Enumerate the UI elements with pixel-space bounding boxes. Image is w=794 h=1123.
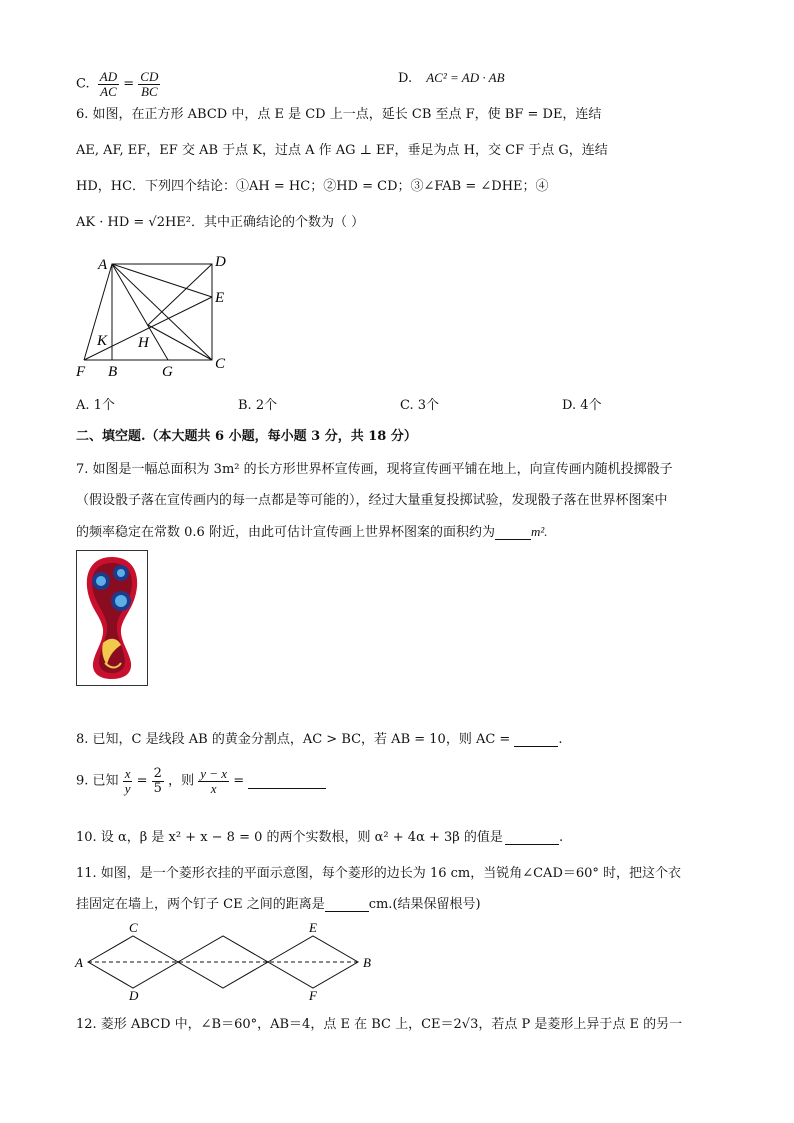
q6-square-figure xyxy=(70,250,240,380)
section-2-heading: 二、填空题.（本大题共 6 小题，每小题 3 分，共 18 分） xyxy=(76,429,417,444)
fraction-y-minus-x-over-x xyxy=(198,767,229,795)
q12-line-1: 12. 菱形 ABCD 中，∠B＝60°，AB＝4，点 E 在 BC 上，CE＝2√3，若点 P 是菱形上异于点 E 的另一 xyxy=(76,1017,683,1032)
q11-line-1: 11. 如图，是一个菱形衣挂的平面示意图，每个菱形的边长为 16 cm，当锐角∠CAD＝60° 时，把这个衣 xyxy=(76,866,682,881)
equals-sign: = xyxy=(233,773,245,789)
label-k: K xyxy=(97,333,108,349)
q11-rhombus-hanger-figure xyxy=(72,920,382,1002)
label-a: A xyxy=(75,955,83,970)
label-d: D xyxy=(215,254,226,270)
numerator: AD xyxy=(99,69,118,84)
numerator: x xyxy=(124,766,131,781)
q7-line-1: 7. 如图是一幅总面积为 3m² 的长方形世界杯宣传画，现将宣传画平铺在地上，向宣传画内随机投掷骰子 xyxy=(76,462,673,477)
q6-option-a: A. 1个 xyxy=(76,398,115,413)
label-g: G xyxy=(162,364,173,380)
q6-option-d: D. 4个 xyxy=(562,398,602,413)
q11-line-2 xyxy=(76,898,481,912)
answer-blank xyxy=(505,831,559,845)
fraction-x-over-y xyxy=(123,767,133,795)
option-label: D. xyxy=(398,71,413,86)
label-c: C xyxy=(215,356,226,372)
denominator: AC xyxy=(100,83,117,99)
q9-prefix: 9. 已知 xyxy=(76,773,119,789)
numerator: y − x xyxy=(200,766,228,781)
label-b: B xyxy=(108,364,118,380)
label-h: H xyxy=(138,335,149,351)
q6-line-3: HD，HC．下列四个结论：①AH = HC；②HD = CD；③∠FAB = ∠DHE；④ xyxy=(76,179,549,194)
q7-line-3 xyxy=(76,525,548,540)
q6-line-1: 6. 如图，在正方形 ABCD 中，点 E 是 CD 上一点，延长 CB 至点 F，使 BF = DE，连结 xyxy=(76,107,602,122)
answer-blank xyxy=(514,733,558,747)
fraction xyxy=(138,70,160,98)
segment-hd xyxy=(148,264,212,325)
label-e: E xyxy=(309,920,317,935)
denominator: x xyxy=(210,780,217,796)
equals-sign: = xyxy=(136,773,148,789)
q6-option-b: B. 2个 xyxy=(238,398,278,413)
fraction xyxy=(98,70,119,98)
q6-option-c: C. 3个 xyxy=(400,398,440,413)
q8-line xyxy=(76,733,562,747)
option-d-expression: AC² = AD · AB xyxy=(426,70,505,85)
label-c: C xyxy=(129,920,138,935)
q10-period: . xyxy=(558,830,564,845)
q8-period: . xyxy=(558,732,563,747)
q11-text: 挂固定在墙上，两个钉子 CE 之间的距离是 xyxy=(76,897,325,912)
q5-option-d xyxy=(398,71,505,85)
q9-line xyxy=(76,767,326,795)
answer-blank xyxy=(248,775,326,789)
world-cup-image-frame xyxy=(76,550,148,686)
world-cup-trophy-logo xyxy=(77,551,147,685)
segment-ae xyxy=(112,264,212,297)
label-f: F xyxy=(76,364,86,380)
numerator: 2 xyxy=(153,766,162,781)
q7-line-2: （假设骰子落在宣传画内的每一点都是等可能的），经过大量重复投掷试验，发现骰子落在世界杯图案中 xyxy=(76,493,668,508)
denominator: BC xyxy=(141,83,158,99)
q10-line xyxy=(76,831,563,845)
answer-blank xyxy=(325,898,369,912)
q8-text: 8. 已知，C 是线段 AB 的黄金分割点，AC > BC，若 AB = 10，则 AC = xyxy=(76,732,511,747)
q7-unit: m². xyxy=(530,524,548,539)
label-b: B xyxy=(363,955,371,970)
label-d: D xyxy=(129,988,139,1002)
option-label: C. xyxy=(76,76,90,92)
q6-line-2: AE, AF, EF，EF 交 AB 于点 K，过点 A 作 AG ⊥ EF，垂足为点 H，交 CF 于点 G，连结 xyxy=(76,143,608,158)
label-a: A xyxy=(98,257,108,273)
q10-text: 10. 设 α，β 是 x² + x − 8 = 0 的两个实数根，则 α² + 4α + 3β 的值是 xyxy=(76,830,503,845)
label-e: E xyxy=(215,290,225,306)
denominator: y xyxy=(124,780,131,796)
q7-text: 的频率稳定在常数 0.6 附近，由此可估计宣传画上世界杯图案的面积约为 xyxy=(76,525,495,540)
q9-then: ，则 xyxy=(168,773,195,789)
equals-sign: = xyxy=(123,76,135,92)
q6-line-4: AK · HD = √2HE²．其中正确结论的个数为（ ） xyxy=(76,215,365,230)
numerator: CD xyxy=(140,69,159,84)
fraction-two-fifths xyxy=(152,767,164,795)
label-f: F xyxy=(309,988,317,1002)
q11-unit: cm.(结果保留根号) xyxy=(368,897,481,912)
q5-option-c xyxy=(76,70,160,98)
answer-blank xyxy=(495,526,531,540)
denominator: 5 xyxy=(153,780,162,796)
